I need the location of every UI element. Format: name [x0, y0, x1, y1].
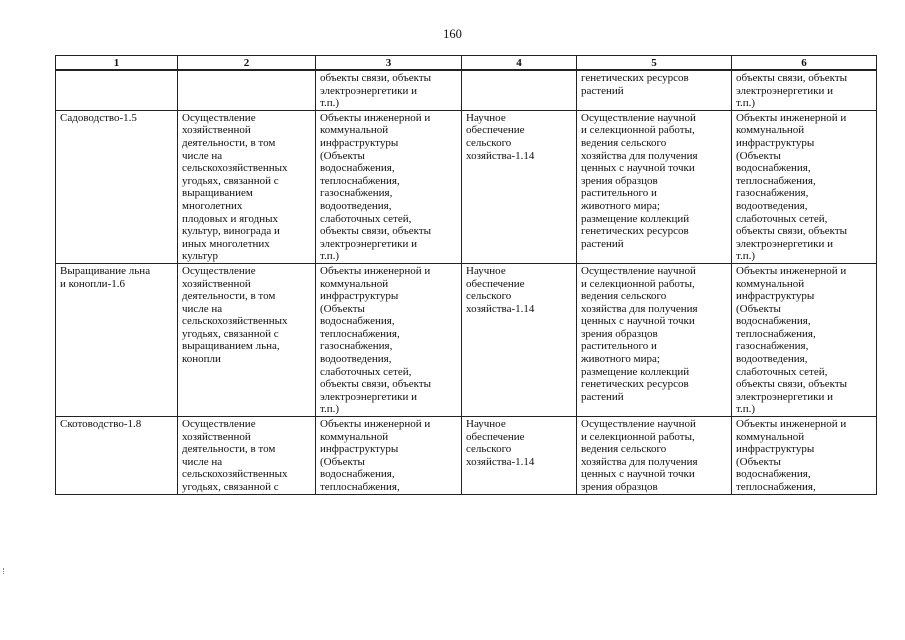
cell-text-line: слаботочных сетей, [320, 365, 412, 378]
cell-text-line: водоотведения, [320, 199, 392, 212]
table-cell-col-1 [56, 417, 178, 495]
cell-text-line: объекты связи, объекты [320, 378, 432, 391]
cell-text-line: электроэнергетики и [320, 390, 417, 403]
table-cell-col-5 [577, 263, 732, 416]
cell-text-line: ценных с научной точки [581, 162, 695, 175]
table-row [56, 110, 877, 263]
cell-text-line: конопли [182, 353, 221, 366]
cell-text-line: хозяйства для получения [581, 302, 698, 315]
table-header [56, 56, 877, 71]
cell-text-line: хозяйства-1.14 [466, 149, 535, 162]
table-cell-col-3 [316, 417, 462, 495]
cell-text-line: генетических ресурсов [581, 225, 689, 238]
table-cell-col-6 [732, 110, 877, 263]
cell-text-line: инфраструктуры [320, 290, 399, 303]
cell-text-line: хозяйственной [182, 277, 251, 290]
cell-text-line: ведения сельского [581, 290, 667, 303]
cell-text-line: Научное [466, 264, 506, 277]
cell-text-line: выращиванием [182, 187, 253, 200]
cell-text-line: и конопли-1.6 [60, 277, 125, 290]
cell-text-line: Выращивание льна [60, 264, 151, 277]
cell-text-line: водоснабжения, [736, 468, 811, 481]
cell-text-line: (Объекты [320, 149, 365, 162]
cell-text-line: зрения образцов [581, 481, 658, 493]
cell-text-line: объекты связи, объекты [320, 225, 432, 238]
cell-text-line: газоснабжения, [736, 340, 809, 353]
cell-text-line: электроэнергетики и [736, 237, 833, 250]
cell-text-line: культур [182, 250, 218, 263]
cell-text-line: размещение коллекций [581, 365, 690, 378]
table-cell-col-1 [56, 110, 178, 263]
cell-text-line: хозяйства для получения [581, 149, 698, 162]
permitted-use-table [55, 55, 877, 495]
cell-text-line: хозяйственной [182, 430, 251, 443]
column-header-5: 5 [577, 56, 732, 71]
cell-text-line: угодьях, связанной с [182, 327, 279, 340]
table-cell-col-6 [732, 263, 877, 416]
table-cell-col-3 [316, 263, 462, 416]
cell-text-line: Объекты инженерной и [320, 111, 431, 124]
cell-text-line: инфраструктуры [736, 136, 815, 149]
cell-text-line: деятельности, в том [182, 136, 276, 149]
cell-text-line: (Объекты [736, 455, 781, 468]
table-cell-col-4 [462, 70, 577, 110]
table-cell-col-6 [732, 417, 877, 495]
cell-text-line: теплоснабжения, [320, 327, 400, 340]
cell-text-line: обеспечение [466, 430, 525, 443]
cell-text-line: плодовых и ягодных [182, 212, 278, 225]
cell-text-line: водоснабжения, [320, 315, 395, 328]
cell-text-line: культур, винограда и [182, 225, 280, 238]
table-cell-col-5 [577, 110, 732, 263]
cell-text-line: объекты связи, объекты [736, 72, 848, 84]
cell-text-line: Научное [466, 418, 506, 431]
cell-text-line: водоснабжения, [320, 162, 395, 175]
cell-text-line: т.п.) [736, 97, 756, 110]
cell-text-line: хозяйства-1.14 [466, 455, 535, 468]
cell-text-line: Садоводство-1.5 [60, 111, 137, 124]
cell-text-line: Научное [466, 111, 506, 124]
cell-text-line: обеспечение [466, 277, 525, 290]
cell-text-line: водоснабжения, [736, 315, 811, 328]
cell-text-line: Осуществление [182, 111, 256, 124]
cell-text-line: Объекты инженерной и [320, 264, 431, 277]
cell-text-line: инфраструктуры [736, 443, 815, 456]
cell-text-line: ведения сельского [581, 443, 667, 456]
cell-text-line: коммунальной [320, 124, 389, 137]
cell-text-line: электроэнергетики и [320, 84, 417, 97]
cell-text-line: электроэнергетики и [320, 237, 417, 250]
cell-text-line: деятельности, в том [182, 290, 276, 303]
table-body [56, 70, 877, 494]
table-cell-col-2 [178, 263, 316, 416]
cell-text-line: Объекты инженерной и [736, 418, 847, 431]
cell-text-line: водоотведения, [320, 353, 392, 366]
cell-text-line: теплоснабжения, [736, 327, 816, 340]
cell-text-line: выращиванием льна, [182, 340, 280, 353]
cell-text-line: числе на [182, 149, 223, 162]
cell-text-line: инфраструктуры [320, 443, 399, 456]
table-cell-col-5 [577, 417, 732, 495]
column-header-1: 1 [56, 56, 178, 71]
cell-text-line: угодьях, связанной с [182, 481, 279, 493]
cell-text-line: растений [581, 390, 624, 403]
cell-text-line: генетических ресурсов [581, 72, 689, 84]
cell-text-line: коммунальной [736, 277, 805, 290]
table-cell-col-5 [577, 70, 732, 110]
cell-text-line: размещение коллекций [581, 212, 690, 225]
table-cell-col-4 [462, 263, 577, 416]
table-cell-col-2 [178, 110, 316, 263]
cell-text-line: и селекционной работы, [581, 277, 695, 290]
table-cell-col-2 [178, 417, 316, 495]
cell-text-line: Осуществление [182, 264, 256, 277]
cell-text-line: теплоснабжения, [736, 174, 816, 187]
cell-text-line: генетических ресурсов [581, 378, 689, 391]
cell-text-line: ценных с научной точки [581, 315, 695, 328]
cell-text-line: (Объекты [320, 455, 365, 468]
cell-text-line: хозяйства-1.14 [466, 302, 535, 315]
cell-text-line: растительного и [581, 340, 657, 353]
cell-text-line: числе на [182, 302, 223, 315]
cell-text-line: Объекты инженерной и [320, 418, 431, 431]
cell-text-line: газоснабжения, [320, 187, 393, 200]
cell-text-line: угодьях, связанной с [182, 174, 279, 187]
cell-text-line: зрения образцов [581, 174, 658, 187]
cell-text-line: газоснабжения, [320, 340, 393, 353]
table-cell-col-1 [56, 263, 178, 416]
cell-text-line: ценных с научной точки [581, 468, 695, 481]
cell-text-line: сельскохозяйственных [182, 162, 288, 175]
cell-text-line: (Объекты [320, 302, 365, 315]
page-number: 160 [443, 27, 462, 41]
cell-text-line: инфраструктуры [736, 290, 815, 303]
cell-text-line: электроэнергетики и [736, 84, 833, 97]
table-cell-col-4 [462, 110, 577, 263]
table-cell-col-4 [462, 417, 577, 495]
cell-text-line: растений [581, 237, 624, 250]
cell-text-line: растительного и [581, 187, 657, 200]
cell-text-line: объекты связи, объекты [320, 72, 432, 84]
cell-text-line: коммунальной [320, 430, 389, 443]
table-cell-col-6 [732, 70, 877, 110]
cell-text-line: хозяйства для получения [581, 455, 698, 468]
cell-text-line: газоснабжения, [736, 187, 809, 200]
cell-text-line: инфраструктуры [320, 136, 399, 149]
cell-text-line: иных многолетних [182, 237, 270, 250]
table-row [56, 70, 877, 110]
cell-text-line: коммунальной [736, 124, 805, 137]
cell-text-line: водоотведения, [736, 353, 808, 366]
cell-text-line: теплоснабжения, [320, 174, 400, 187]
cell-text-line: сельскохозяйственных [182, 315, 288, 328]
table-row [56, 417, 877, 495]
cell-text-line: растений [581, 84, 624, 97]
cell-text-line: слаботочных сетей, [320, 212, 412, 225]
cell-text-line: водоснабжения, [320, 468, 395, 481]
cell-text-line: теплоснабжения, [320, 481, 400, 493]
cell-text-line: обеспечение [466, 124, 525, 137]
cell-text-line: ведения сельского [581, 136, 667, 149]
cell-text-line: слаботочных сетей, [736, 365, 828, 378]
cell-text-line: сельского [466, 136, 512, 149]
cell-text-line: (Объекты [736, 302, 781, 315]
cell-text-line: животного мира; [581, 353, 660, 366]
column-header-6: 6 [732, 56, 877, 71]
cell-text-line: и селекционной работы, [581, 124, 695, 137]
cell-text-line: животного мира; [581, 199, 660, 212]
cell-text-line: теплоснабжения, [736, 481, 816, 493]
cell-text-line: т.п.) [736, 403, 756, 416]
cell-text-line: Объекты инженерной и [736, 264, 847, 277]
cell-text-line: Осуществление научной [581, 111, 696, 124]
cell-text-line: объекты связи, объекты [736, 378, 848, 391]
cell-text-line: т.п.) [320, 250, 340, 263]
cell-text-line: Объекты инженерной и [736, 111, 847, 124]
cell-text-line: объекты связи, объекты [736, 225, 848, 238]
cell-text-line: многолетних [182, 199, 243, 212]
cell-text-line: зрения образцов [581, 327, 658, 340]
cell-text-line: т.п.) [320, 403, 340, 416]
cell-text-line: Осуществление [182, 418, 256, 431]
cell-text-line: сельскохозяйственных [182, 468, 288, 481]
cell-text-line: деятельности, в том [182, 443, 276, 456]
cell-text-line: хозяйственной [182, 124, 251, 137]
cell-text-line: водоотведения, [736, 199, 808, 212]
cell-text-line: коммунальной [320, 277, 389, 290]
table-cell-col-2 [178, 70, 316, 110]
scan-edge-mark [3, 568, 5, 574]
cell-text-line: т.п.) [736, 250, 756, 263]
cell-text-line: водоснабжения, [736, 162, 811, 175]
cell-text-line: (Объекты [736, 149, 781, 162]
table-cell-col-3 [316, 70, 462, 110]
cell-text-line: сельского [466, 290, 512, 303]
cell-text-line: слаботочных сетей, [736, 212, 828, 225]
table-row [56, 263, 877, 416]
cell-text-line: числе на [182, 455, 223, 468]
cell-text-line: Скотоводство-1.8 [60, 418, 142, 431]
cell-text-line: коммунальной [736, 430, 805, 443]
cell-text-line: т.п.) [320, 97, 340, 110]
table-cell-col-1 [56, 70, 178, 110]
cell-text-line: сельского [466, 443, 512, 456]
cell-text-line: электроэнергетики и [736, 390, 833, 403]
table-cell-col-3 [316, 110, 462, 263]
cell-text-line: и селекционной работы, [581, 430, 695, 443]
cell-text-line: Осуществление научной [581, 264, 696, 277]
column-number-row [56, 56, 877, 71]
column-header-4: 4 [462, 56, 577, 71]
cell-text-line: Осуществление научной [581, 418, 696, 431]
column-header-3: 3 [316, 56, 462, 71]
column-header-2: 2 [178, 56, 316, 71]
